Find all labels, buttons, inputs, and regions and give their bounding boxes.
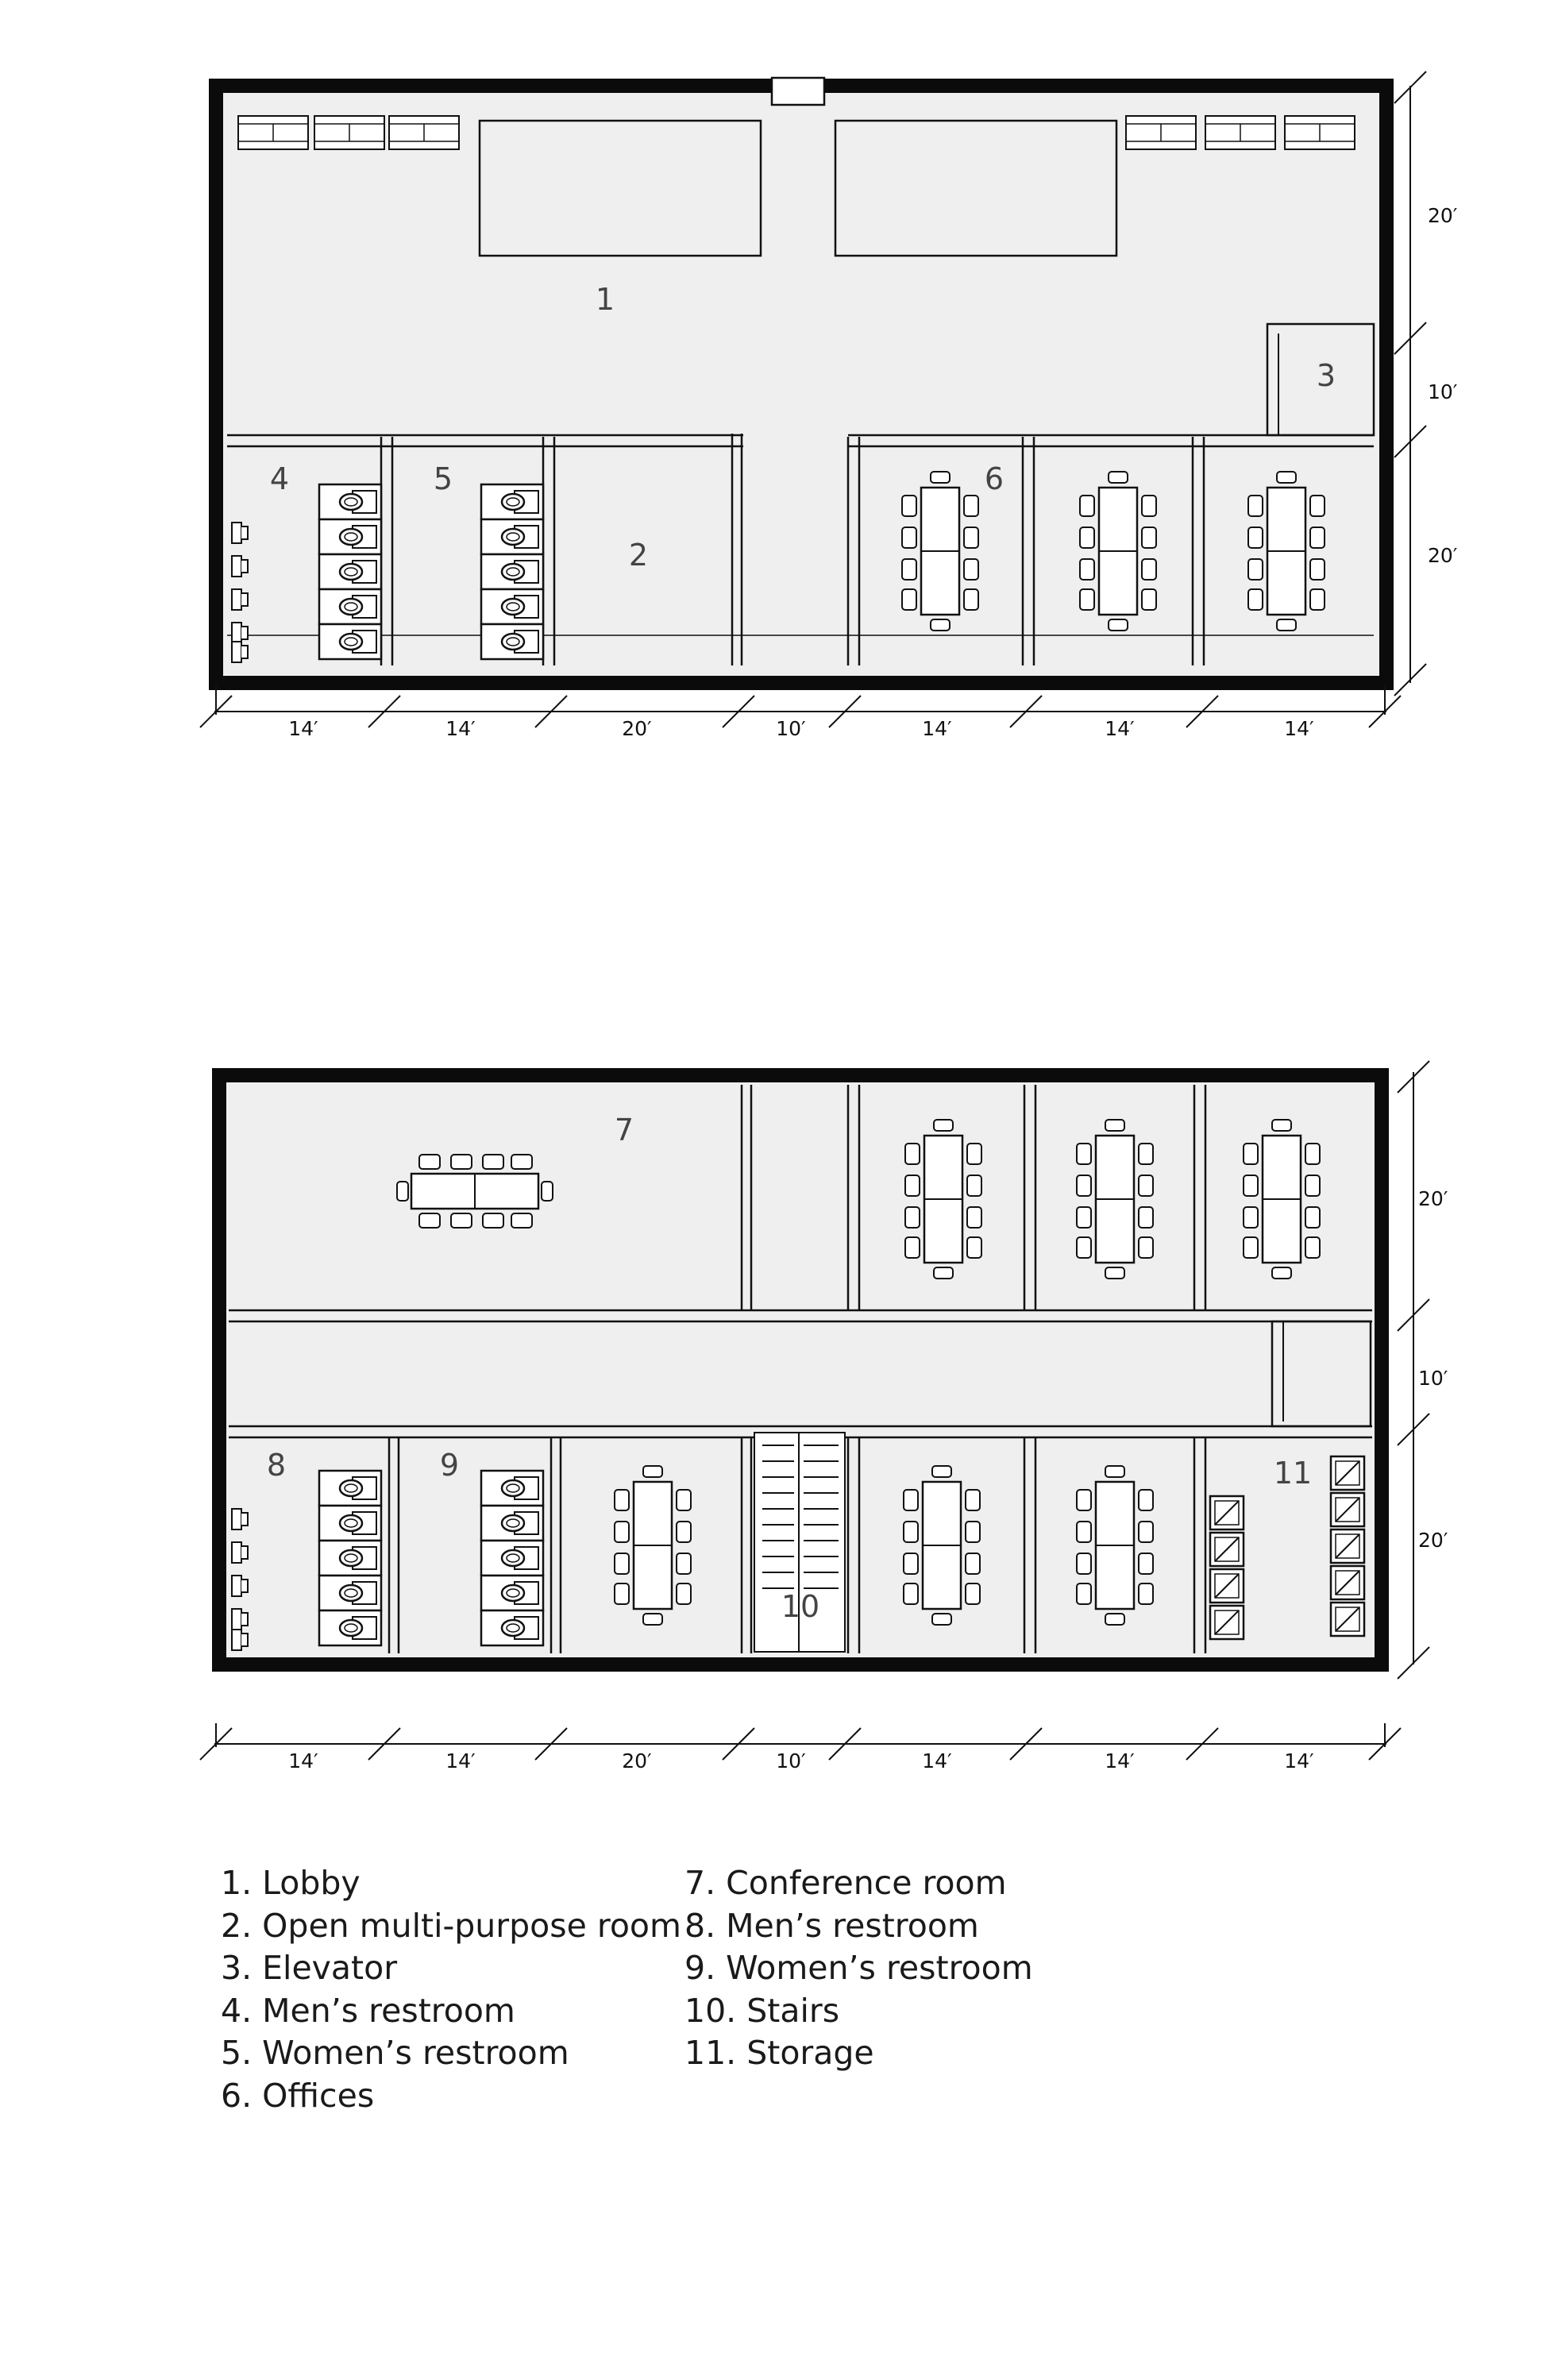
- floor1-row-dim-3: 20′: [1428, 544, 1458, 567]
- floor2-col-dim-3: 20′: [622, 1749, 652, 1772]
- floor2-room-7: 7: [614, 1113, 634, 1148]
- floor2-col-dim-2: 14′: [445, 1749, 476, 1772]
- floor2-room-8: 8: [266, 1448, 287, 1483]
- floor1-row-dimension-line: [1394, 71, 1426, 696]
- legend-left-column: [221, 1862, 681, 2117]
- floor1-row-dim-1: 20′: [1428, 204, 1458, 227]
- legend-item: 1. Lobby: [221, 1864, 361, 1902]
- legend-item: 6. Offices: [221, 2076, 375, 2115]
- floor2-col-dim-5: 14′: [922, 1749, 952, 1772]
- floor1-room-5: 5: [433, 461, 453, 496]
- floor1-col-dim-7: 14′: [1284, 717, 1314, 740]
- floor1-col-dim-3: 20′: [622, 717, 652, 740]
- floor-1-plan: [216, 78, 1386, 683]
- legend-item: 4. Men’s restroom: [221, 1991, 515, 2030]
- floor1-col-dim-2: 14′: [445, 717, 476, 740]
- floor1-room-1: 1: [595, 282, 615, 317]
- floor1-col-dim-4: 10′: [776, 717, 806, 740]
- floor1-room-4: 4: [269, 461, 290, 496]
- legend-item: 5. Women’s restroom: [221, 2034, 569, 2072]
- floor2-room-11: 11: [1273, 1456, 1313, 1491]
- legend-item: 2. Open multi-purpose room: [221, 1906, 681, 1945]
- floor2-col-dim-6: 14′: [1105, 1749, 1135, 1772]
- floor1-row-dim-2: 10′: [1428, 380, 1458, 403]
- legend-item: 7. Conference room: [684, 1864, 1007, 1902]
- floor1-room-3: 3: [1316, 358, 1336, 393]
- floor2-row-dim-3: 20′: [1418, 1529, 1448, 1552]
- legend-item: 11. Storage: [684, 2034, 874, 2072]
- floor1-room-2: 2: [628, 538, 649, 573]
- floor1-col-dim-5: 14′: [922, 717, 952, 740]
- legend-right-column: [684, 1862, 1033, 2075]
- legend-item: 10. Stairs: [684, 1991, 840, 2030]
- legend-item: 8. Men’s restroom: [684, 1906, 979, 1945]
- floor2-room-10: 10: [781, 1589, 820, 1624]
- floor2-col-dim-4: 10′: [776, 1749, 806, 1772]
- floor2-row-dim-2: 10′: [1418, 1367, 1448, 1390]
- floor2-col-dim-7: 14′: [1284, 1749, 1314, 1772]
- legend-item: 9. Women’s restroom: [684, 1949, 1033, 1987]
- floor1-col-dim-1: 14′: [288, 717, 318, 740]
- legend-item: 3. Elevator: [221, 1949, 398, 1987]
- floor1-room-6: 6: [984, 461, 1005, 496]
- floor2-col-dim-1: 14′: [288, 1749, 318, 1772]
- floor-2-plan: [219, 1075, 1382, 1664]
- floor2-room-9: 9: [439, 1448, 460, 1483]
- floor2-row-dim-1: 20′: [1418, 1187, 1448, 1210]
- floor1-col-dim-6: 14′: [1105, 717, 1135, 740]
